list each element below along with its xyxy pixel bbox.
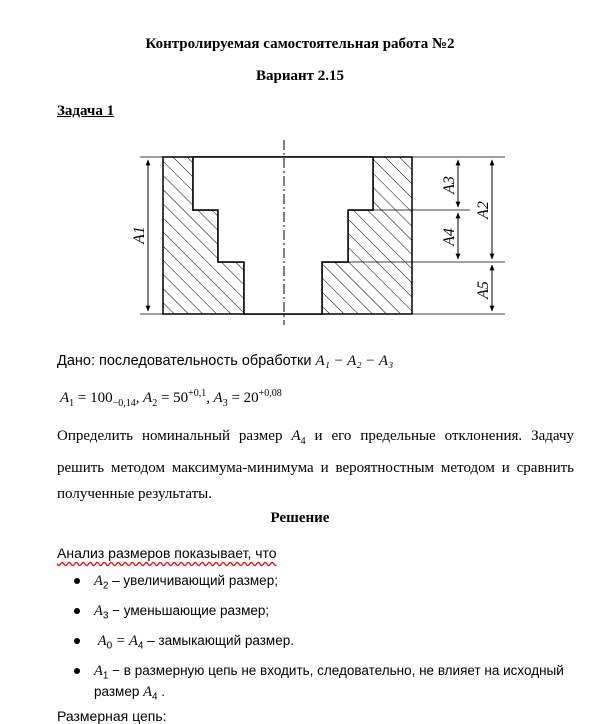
list-item: $A_2$ – увеличивающий размер; — [57, 566, 577, 596]
label-a3: A3 — [441, 176, 458, 194]
list-item: $A_0 = A_4$ – замыкающий размер. — [57, 626, 577, 656]
task-heading: Задача 1 — [57, 103, 115, 119]
chain-heading: Размерная цепь: — [57, 708, 167, 724]
variant-heading: Вариант 2.15 — [255, 68, 344, 84]
given-line: Дано: последовательность обработки A₁ − A₂ − A₃ — [57, 353, 394, 369]
list-item: $A_3$ − уменьшающие размер; — [57, 596, 577, 626]
label-a2: A2 — [475, 201, 492, 219]
task-paragraph: Определить номинальный размер $A_4$ и его предельные отклонения. Задачу решить методом максимума-минимума и вероятностным методом и сравнить полученные результаты. — [57, 428, 574, 502]
list-item-continuation: размер $A_4$ . — [94, 684, 166, 703]
analysis-line: Анализ размеров показывает, что — [57, 545, 277, 561]
document-title: Контролируемая самостоятельная работа №2 — [145, 36, 455, 52]
analysis-list — [57, 566, 577, 686]
solution-heading: Решение — [270, 510, 330, 526]
part-drawing — [0, 140, 600, 325]
label-a5: A5 — [475, 281, 492, 299]
label-a1: A1 — [131, 226, 148, 244]
bullet-icon — [74, 578, 80, 584]
bullet-icon — [74, 668, 80, 674]
given-values: $A_1 = 100_{-0,14}$, $A_2 = 50^{+0,1}$, $A_3 = 20^{+0,08}$ — [60, 388, 282, 409]
label-a4: A4 — [441, 228, 458, 246]
bullet-icon — [74, 608, 80, 614]
bullet-icon — [74, 638, 80, 644]
list-item: $A_1 - в$ размерную цепь не входить, следовательно, не влияет на исходный — [57, 656, 577, 686]
